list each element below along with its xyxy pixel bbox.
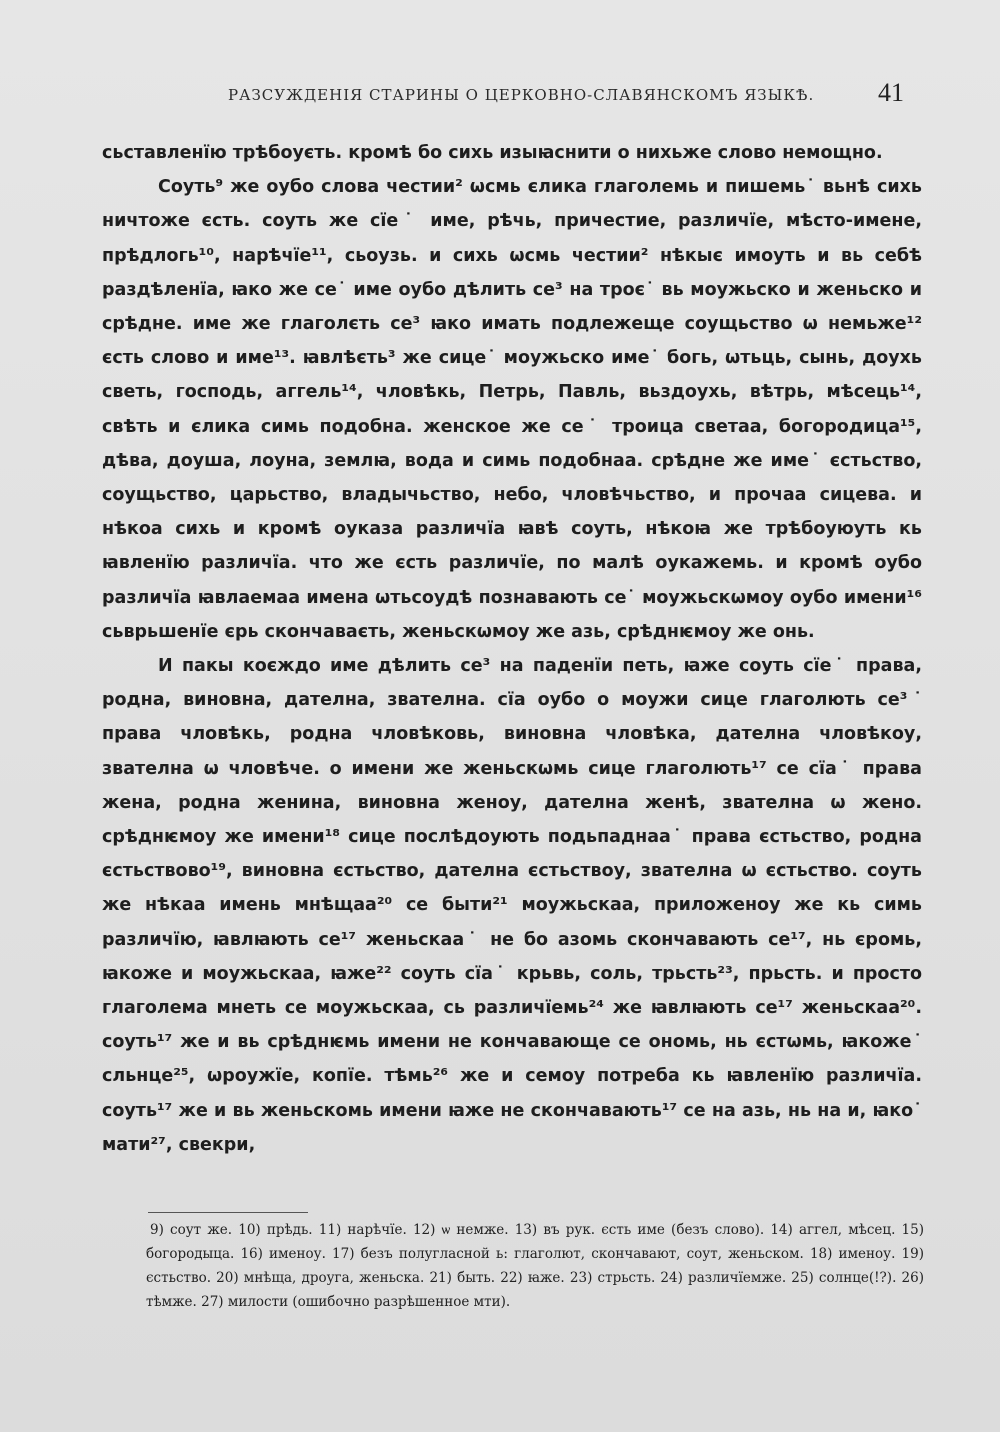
footnotes: 9) соут же. 10) прѣдь. 11) нарѣчїе. 12) ѡ немже. 13) въ рук. єсть име (безъ слово). 14) аггел, мѣсец. 15) богородыца. 16) именоу. 17) безъ полугласной ь: глаголют, скончавают, соут, женьском. 18) именоу. 19) єстьство. 20) мнѣща, дроуга, женьска. 21) быть. 22) ꙗже. 23) стрьсть. 24) различїемже. 25) солнце(!?). 26) тѣмже. 27) милости (ошибочно разрѣшенное мти). xyxy=(146,1222,924,1310)
paragraph: И пакы коєждо име дѣлить се³ на паденїи петь, ꙗже соуть сїе˙ права, родна, виновна, дателна, звателна. сїа оубо о моужи сице глаголють се³˙ права чловѣкь, родна чловѣковь, виновна чловѣка, дателна чловѣкоу, звателна ѡ чловѣче. о имени же женьскѡмь сице глаголють¹⁷ се сїа˙ права жена, родна женина, виновна женоу, дателна женѣ, звателна ѡ жено. срѣднѥмоу же имени¹⁸ сице послѣдоують подьпаднаа˙ права єстьство, родна єстьствово¹⁹, виновна єстьство, дателна єстьствоу, звателна ѡ єстьство. соуть же нѣкаа имень мнѣщаа²⁰ се быти²¹ моужьскаа, приложеноу же кь симь различїю, ꙗвлꙗють се¹⁷ женьскаа˙ не бо азомь скончавають се¹⁷, нь єромь, ꙗкоже и моужьскаа, ꙗже²² соуть сїа˙ крьвь, соль, трьсть²³, прьсть. и просто глаголема мнеть се моужьскаа, сь различїемь²⁴ же ꙗвлꙗють се¹⁷ женьскаа²⁰. соуть¹⁷ же и вь срѣднѥмь имени не кончавающе се ономь, нь єстѡмь, ꙗкоже˙ сльнце²⁵, ѡроужїе, копїе. тѣмь²⁶ же и семоу потреба кь ꙗвленїю различїа. соуть¹⁷ же и вь женьскомь имени ꙗже не скончавають¹⁷ се на азь, нь на и, ꙗко˙ мати²⁷, свекри, xyxy=(102,656,922,1155)
footnote-divider xyxy=(148,1212,308,1213)
running-title: РАЗСУЖДЕНІЯ СТАРИНЫ О ЦЕРКОВНО-СЛАВЯНСКОМЪ ЯЗЫКѢ. xyxy=(228,86,815,104)
main-text xyxy=(102,136,922,1162)
paragraph: Соуть⁹ же оубо слова честии² ѡсмь єлика глаголемь и пишемь˙ вьнѣ сихь ничтоже єсть. соуть же сїе˙ име, рѣчь, причестие, различїе, мѣсто-имене, прѣдлогь¹⁰, нарѣчїе¹¹, сьоузь. и сихь ѡсмь честии² нѣкыє имоуть и вь себѣ раздѣленїа, ꙗко же се˙ име оубо дѣлить се³ на троє˙ вь моужьско и женьско и срѣдне. име же глаголєть се³ ꙗко имать подлежеще соущьство ѡ немьже¹² єсть слово и име¹³. ꙗвлѣєть³ же сице˙ моужьско име˙ богь, ѡтьць, сынь, доухь светь, господь, аггель¹⁴, чловѣкь, Петрь, Павль, вьздоухь, вѣтрь, мѣсець¹⁴, свѣть и єлика симь подобна. женское же се˙ троица светаа, богородица¹⁵, дѣва, доуша, лоуна, землꙗ, вода и симь подобнаа. срѣдне же име˙ єстьство, соущьство, царьство, владычьство, небо, чловѣчьство, и прочаа сицева. и нѣкоа сихь и кромѣ оуказа различїа ꙗвѣ соуть, нѣкоꙗ же трѣбоуюуть кь ꙗвленїю различїа. что же єсть различїе, по малѣ оукажемь. и кромѣ оубо различїа ꙗвлаемаа имена ѡтьсоудѣ познавають се˙ моужьскѡмоу оубо имени¹⁶ сьврьшенїе єрь скончаваєть, женьскѡмоу же азь, срѣднѥмоу же онь. xyxy=(102,177,922,642)
page-number: 41 xyxy=(878,78,904,107)
paragraph: сьставленїю трѣбоуєть. кромѣ бо сихь изыꙗснити о нихьже слово немощно. xyxy=(102,143,883,163)
